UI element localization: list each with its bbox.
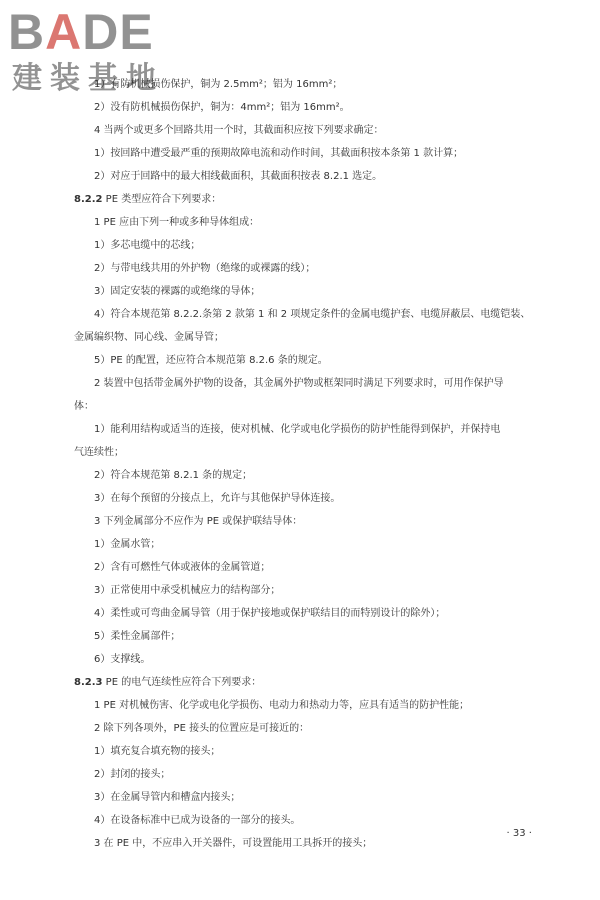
body-line: 3）在每个预留的分接点上，允许与其他保护导体连接。: [94, 493, 341, 504]
body-line: 6）支撑线。: [94, 654, 151, 665]
body-line: 5）PE 的配置，还应符合本规范第 8.2.6 条的规定。: [94, 355, 328, 366]
body-line: 3）正常使用中承受机械应力的结构部分；: [94, 585, 281, 596]
body-line: 3）在金属导管内和槽盒内接头；: [94, 792, 241, 803]
body-line: 体：: [74, 401, 94, 412]
body-line: 3 下列金属部分不应作为 PE 或保护联结导体：: [94, 516, 303, 527]
body-line: 3）固定安装的裸露的或绝缘的导体；: [94, 286, 261, 297]
body-line: 2 除下列各项外，PE 接头的位置应是可接近的：: [94, 723, 310, 734]
section-heading: [74, 676, 560, 690]
body-line: 气连续性；: [74, 447, 124, 458]
body-line: 4）在设备标准中已成为设备的一部分的接头。: [94, 815, 301, 826]
body-line: 1）有防机械损伤保护，铜为 2.5mm²；铝为 16mm²；: [94, 79, 343, 90]
body-line: 1 PE 对机械伤害、化学或电化学损伤、电动力和热动力等，应具有适当的防护性能；: [94, 700, 470, 711]
body-line: 1）多芯电缆中的芯线；: [94, 240, 201, 251]
body-line: 4）符合本规范第 8.2.2.条第 2 款第 1 和 2 项规定条件的金属电缆护套、电缆屏蔽层、电缆铠装、: [94, 309, 531, 320]
body-line: 1）能利用结构或适当的连接，使对机械、化学或电化学损伤的防护性能得到保护，并保持电: [94, 424, 501, 435]
body-line: 1）按回路中遭受最严重的预期故障电流和动作时间，其截面积按本条第 1 款计算；: [94, 148, 464, 159]
body-line: 5）柔性金属部件；: [94, 631, 181, 642]
body-line: 2）对应于回路中的最大相线截面积，其截面积按表 8.2.1 选定。: [94, 171, 383, 182]
body-line: 金属编织物、同心线、金属导管；: [74, 332, 224, 343]
body-line: 1）填充复合填充物的接头；: [94, 746, 221, 757]
section-heading: [74, 193, 560, 207]
body-line: 1）金属水管；: [94, 539, 161, 550]
body-line: 1 PE 应由下列一种或多种导体组成：: [94, 217, 260, 228]
section-title: PE 类型应符合下列要求：: [105, 194, 222, 205]
body-line: 2）没有防机械损伤保护，铜为：4mm²；铝为 16mm²。: [94, 102, 350, 113]
body-line: 2）与带电线共用的外护物（绝缘的或裸露的线）；: [94, 263, 316, 274]
logo-chinese-text: 建装基地: [12, 61, 164, 96]
body-line: 2）封闭的接头；: [94, 769, 171, 780]
section-number: 8.2.2: [74, 194, 103, 205]
body-line: 2）含有可燃性气体或液体的金属管道；: [94, 562, 271, 573]
body-line: 4）柔性或可弯曲金属导管（用于保护接地或保护联结目的而特别设计的除外）；: [94, 608, 446, 619]
logo-wordmark: BADE: [8, 4, 154, 60]
body-line: 3 在 PE 中，不应串入开关器件，可设置能用工具拆开的接头；: [94, 838, 373, 849]
body-line: 2 装置中包括带金属外护物的设备，其金属外护物或框架同时满足下列要求时，可用作保护导: [94, 378, 504, 389]
section-number: 8.2.3: [74, 677, 103, 688]
section-title: PE 的电气连续性应符合下列要求：: [105, 677, 262, 688]
body-line: 2）符合本规范第 8.2.1 条的规定；: [94, 470, 253, 481]
page-number: · 33 ·: [506, 828, 532, 839]
body-line: 4 当两个或更多个回路共用一个时，其截面积应按下列要求确定：: [94, 125, 384, 136]
